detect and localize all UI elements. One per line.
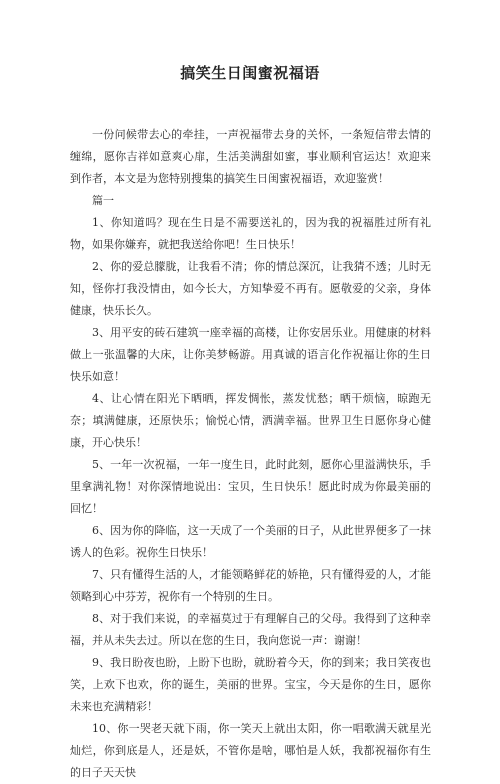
list-item: 3、用平安的砖石建筑一座幸福的高楼，让你安居乐业。用健康的材料做上一张温馨的大床，让你美梦畅游。用真诚的语言化作祝福让你的生日快乐如意！ xyxy=(70,326,431,383)
list-item: 5、一年一次祝福，一年一度生日，此时此刻，愿你心里溢满快乐，手里拿满礼物！对你深情地说出：宝贝，生日快乐！愿此时成为你最美丽的回忆！ xyxy=(70,458,431,515)
list-item: 9、我日盼夜也盼，上盼下也盼，就盼着今天，你的到来；我日笑夜也笑，上欢下也欢，你的诞生，美丽的世界。宝宝，今天是你的生日，愿你未来也充满精彩！ xyxy=(70,656,431,713)
list-item: 1、你知道吗？现在生日是不需要送礼的，因为我的祝福胜过所有礼物，如果你嫌弃，就把我送给你吧！生日快乐！ xyxy=(70,216,431,251)
intro-paragraph: 一份问候带去心的牵挂，一声祝福带去身的关怀，一条短信带去情的缠绵，愿你吉祥如意爽心扉，生活美满甜如蜜，事业顺利官运达！欢迎来到作者，本文是为您特别搜集的搞笑生日闺蜜祝福语，欢迎鉴赏！ xyxy=(70,128,431,185)
list-item: 7、只有懂得生活的人，才能领略鲜花的娇艳，只有懂得爱的人，才能领略到心中芬芳，祝你有一个特别的生日。 xyxy=(70,568,431,603)
section-label: 篇一 xyxy=(92,194,114,207)
list-item: 8、对于我们来说，的幸福莫过于有理解自己的父母。我得到了这种幸福，并从未失去过。所以在您的生日，我向您说一声：谢谢！ xyxy=(70,612,431,647)
list-item: 6、因为你的降临，这一天成了一个美丽的日子，从此世界便多了一抹诱人的色彩。祝你生日快乐！ xyxy=(70,524,431,559)
document-body xyxy=(70,124,431,784)
list-item: 4、让心情在阳光下晒晒，挥发惆怅，蒸发忧愁；晒干烦恼，晾跑无奈；填满健康，还原快乐；愉悦心情，洒满幸福。世界卫生日愿你身心健康，开心快乐！ xyxy=(70,392,431,449)
document-title: 搞笑生日闺蜜祝福语 xyxy=(180,64,320,82)
list-item: 2、你的爱总朦胧，让我看不清；你的情总深沉，让我猜不透；儿时无知，怪你打我没情由，如今长大，方知挚爱不再有。愿敬爱的父亲，身体健康，快乐长久。 xyxy=(70,260,431,317)
list-item: 10、你一哭老天就下雨，你一笑天上就出太阳，你一唱歌满天就星光灿烂，你到底是人，还是妖，不管你是啥，哪怕是人妖，我都祝福你有生的日子天天快 xyxy=(70,722,431,779)
